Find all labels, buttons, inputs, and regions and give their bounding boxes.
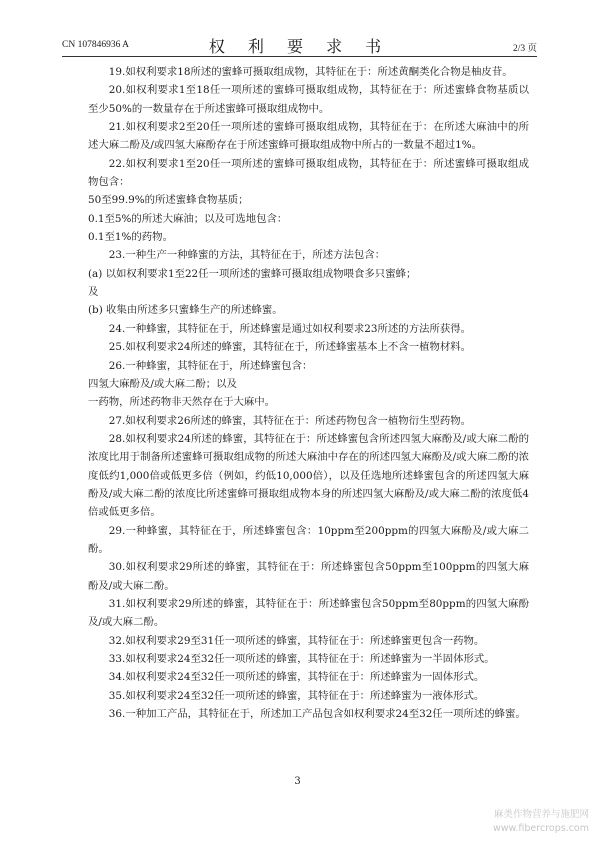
claim-22-item-2: 0.1至5%的所述大麻油；以及可选地包含：: [88, 212, 288, 225]
claim-23: 23.一种生产一种蜂蜜的方法，其特征在于，所述方法包含：: [108, 249, 386, 262]
claim-28: 28.如权利要求24所述的蜂蜜，其特征在于：所述蜂蜜包含所述四氢大麻酚及/或大麻二酚的浓度比用于制备所述蜜蜂可摄取组成物的所述大麻油中存在的所述四氢大麻酚及/或大麻二酚的浓度低约1,000倍或低更多倍（例如，约低10,000倍），以及任选地所述蜂蜜包含的所述四氢大麻酚及/或大麻二酚的浓度比所述蜜蜂可摄取组成物本身的所述四氢大麻酚及/或大麻二酚的浓度低4倍或低更多倍。: [88, 432, 529, 519]
claim-21: 21.如权利要求2至20任一项所述的蜜蜂可摄取组成物，其特征在于：在所述大麻油中的所述大麻二酚及/或四氢大麻酚存在于所述蜜蜂可摄取组成物中所占的一数量不超过1%。: [88, 121, 529, 152]
patent-number: CN 107846936 A: [62, 40, 130, 50]
page-title: 权 利 要 求 书: [208, 37, 391, 56]
watermark-site-name: 麻类作物营养与施肥网: [493, 809, 589, 820]
claim-26-item-1: 四氢大麻酚及/或大麻二酚；以及: [88, 377, 237, 390]
claim-23-conjunction: 及: [88, 286, 99, 299]
page-indicator: 2/3 页: [512, 44, 537, 54]
claim-33: 33.如权利要求24至32任一项所述的蜂蜜，其特征在于：所述蜂蜜为一半固体形式。: [108, 653, 495, 665]
claim-34: 34.如权利要求24至32任一项所述的蜂蜜，其特征在于：所述蜂蜜为一固体形式。: [108, 671, 485, 684]
claim-24: 24.一种蜂蜜，其特征在于，所述蜂蜜是通过如权利要求23所述的方法所获得。: [108, 322, 472, 335]
claim-30: 30.如权利要求29所述的蜂蜜，其特征在于：所述蜂蜜包含50ppm至100ppm的四氢大麻酚及/或大麻二酚。: [88, 561, 529, 592]
watermark-url: www.fibercrops.com: [492, 823, 589, 834]
claim-23-step-b: (b) 收集由所述多只蜜蜂生产的所述蜂蜜。: [88, 304, 283, 317]
claim-20: 20.如权利要求1至18任一项所述的蜜蜂可摄取组成物，其特征在于：所述蜜蜂食物基质以至少50%的一数量存在于所述蜜蜂可摄取组成物中。: [88, 84, 529, 115]
claim-25: 25.如权利要求24所述的蜂蜜，其特征在于，所述蜂蜜基本上不含一植物材料。: [108, 341, 472, 354]
claim-22-item-1: 50至99.9%的所述蜜蜂食物基质；: [88, 194, 249, 207]
claim-36: 36.一种加工产品，其特征在于，所述加工产品包含如权利要求24至32任一项所述的蜂蜜。: [108, 708, 526, 721]
claim-26-item-2: 一药物，所述药物非天然存在于大麻中。: [88, 396, 276, 409]
claims-body: [88, 63, 529, 723]
page-number: 3: [294, 776, 301, 787]
watermark: [493, 808, 589, 836]
claim-32: 32.如权利要求29至31任一项所述的蜂蜜，其特征在于：所述蜂蜜更包含一药物。: [108, 634, 485, 647]
claim-27: 27.如权利要求26所述的蜂蜜，其特征在于：所述药物包含一植物衍生型药物。: [108, 414, 472, 427]
claim-31: 31.如权利要求29所述的蜂蜜，其特征在于：所述蜂蜜包含50ppm至80ppm的四氢大麻酚及/或大麻二酚。: [88, 597, 529, 629]
claim-26: 26.一种蜂蜜，其特征在于，所述蜂蜜包含：: [108, 359, 313, 372]
claim-22-item-3: 0.1至1%的药物。: [88, 231, 173, 244]
claim-35: 35.如权利要求24至32任一项所述的蜂蜜，其特征在于：所述蜂蜜为一液体形式。: [108, 689, 485, 702]
claim-22: 22.如权利要求1至20任一项所述的蜜蜂可摄取组成物，其特征在于：所述蜜蜂可摄取组成物包含：: [88, 157, 529, 189]
page-header: [62, 34, 537, 54]
header-divider: [62, 56, 537, 57]
claim-29: 29.一种蜂蜜，其特征在于，所述蜂蜜包含：10ppm至200ppm的四氢大麻酚及/或大麻二酚。: [88, 524, 529, 555]
claim-23-step-a: (a) 以如权利要求1至22任一项所述的蜜蜂可摄取组成物喂食多只蜜蜂；: [88, 267, 417, 280]
claim-19: 19.如权利要求18所述的蜜蜂可摄取组成物，其特征在于：所述黄酮类化合物是柚皮苷。: [108, 66, 513, 78]
